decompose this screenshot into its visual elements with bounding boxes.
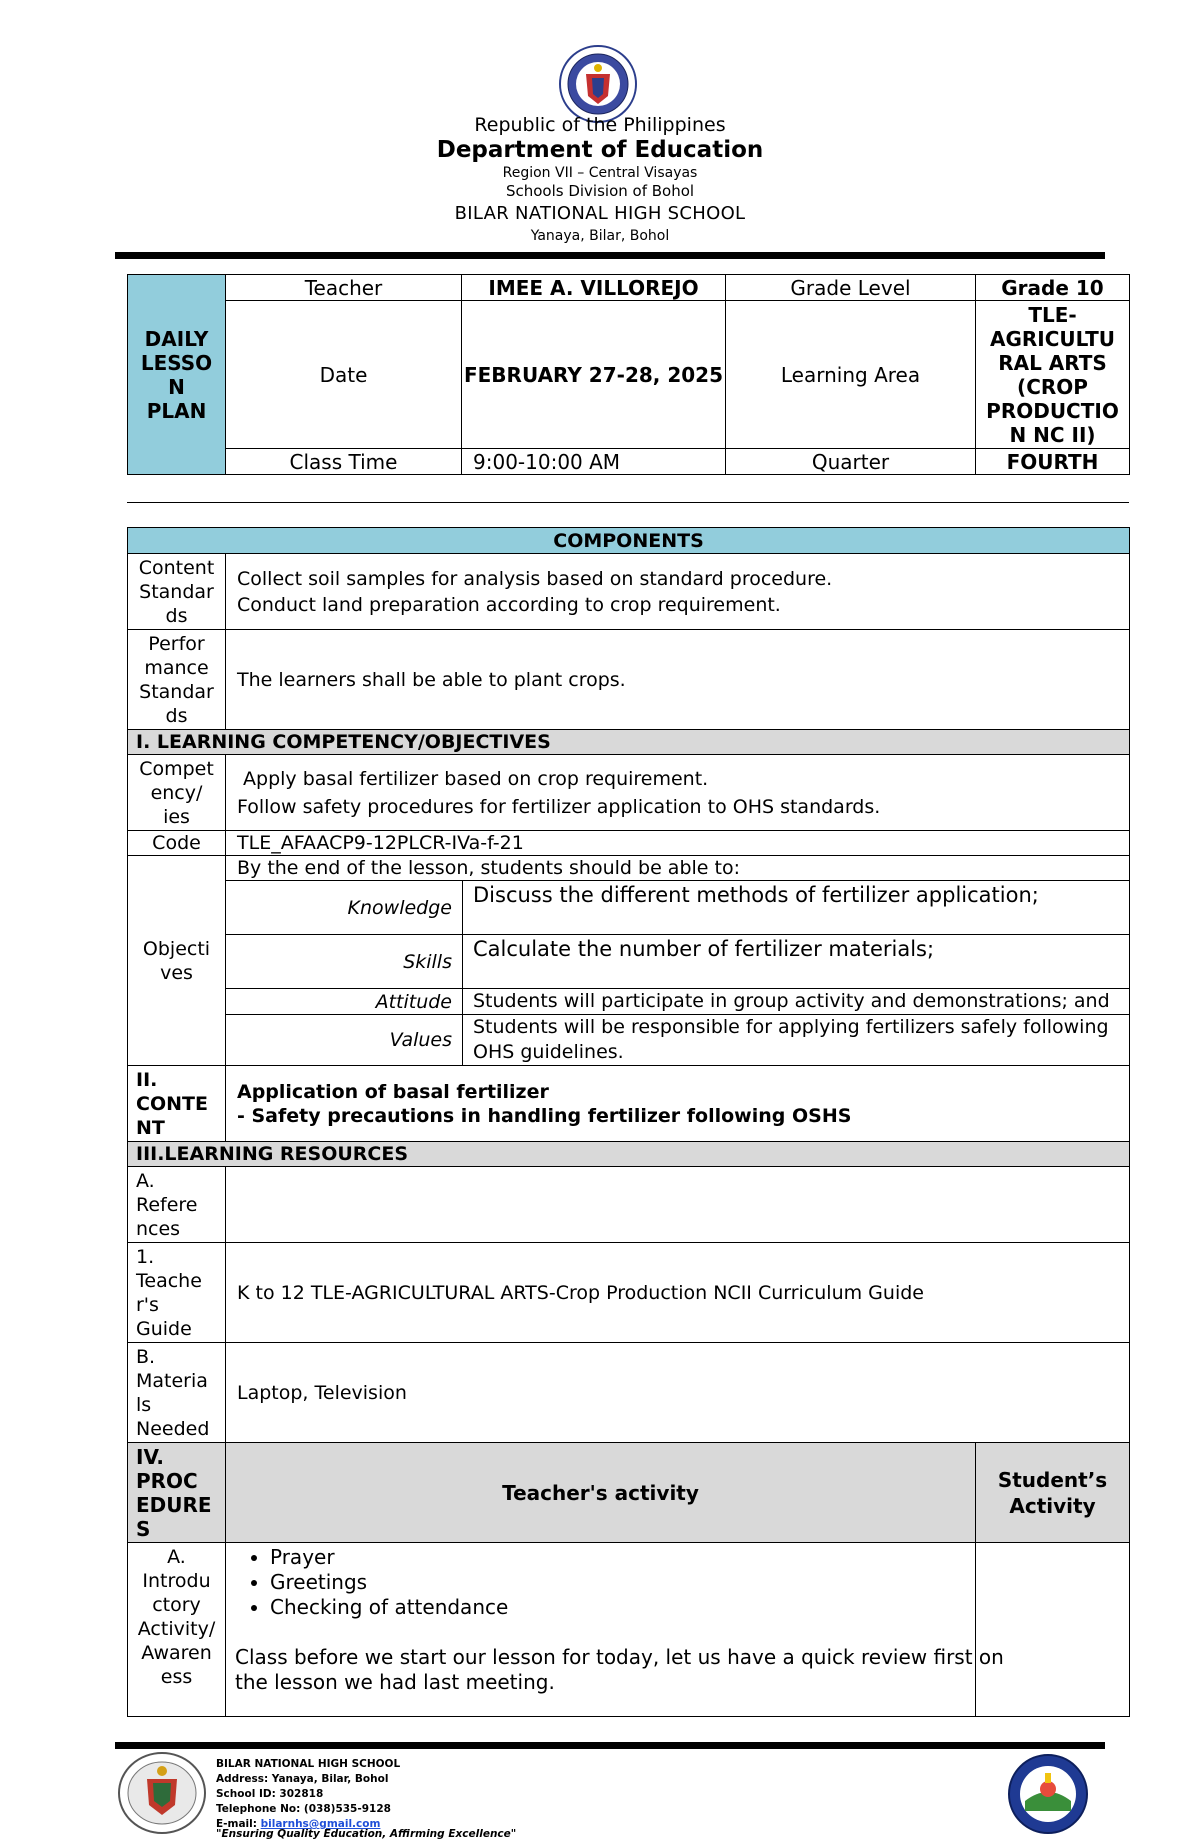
resources-section-heading: III.LEARNING RESOURCES	[128, 1142, 1130, 1167]
deped-seal-logo	[558, 44, 638, 124]
footer-school-name: BILAR NATIONAL HIGH SCHOOL	[216, 1758, 401, 1770]
student-activity-header: Student’s Activity	[976, 1443, 1130, 1543]
learning-area-label: Learning Area	[726, 301, 976, 449]
components-table	[127, 527, 1130, 1717]
competency-section-heading: I. LEARNING COMPETENCY/OBJECTIVES	[128, 730, 1130, 755]
section-divider	[127, 502, 1129, 503]
deped-bohol-logo	[1003, 1753, 1093, 1835]
teacher-value: IMEE A. VILLOREJO	[462, 275, 726, 301]
objectives-intro: By the end of the lesson, students should be able to:	[226, 856, 1130, 881]
grade-level-value: Grade 10	[976, 275, 1130, 301]
date-value: FEBRUARY 27-28, 2025	[462, 301, 726, 449]
content-standards-text: Collect soil samples for analysis based on standard procedure. Conduct land preparation according to crop requirement.	[226, 554, 1130, 630]
teacher-activity-header: Teacher's activity	[226, 1443, 976, 1543]
objective-key-knowledge: Knowledge	[226, 881, 463, 935]
objective-key-attitude: Attitude	[226, 989, 463, 1015]
footer-motto: "Ensuring Quality Education, Affirming Excellence"	[216, 1828, 517, 1840]
objective-value-skills: Calculate the number of fertilizer materials;	[463, 935, 1130, 989]
intro-bullet-list	[235, 1545, 967, 1620]
content-label: II. CONTE NT	[128, 1066, 226, 1142]
introductory-activity-text: • Prayer • Greetings • Checking of attendance Class before we start our lesson for today, let us have a quick review first on the lesson we had last meeting.	[226, 1543, 976, 1717]
republic-heading: Republic of the Philippines	[474, 114, 726, 136]
date-label: Date	[226, 301, 462, 449]
materials-label: B. Materia ls Needed	[128, 1343, 226, 1443]
content-text: Application of basal fertilizer - Safety precautions in handling fertilizer following OSHS	[226, 1066, 1130, 1142]
objective-value-knowledge: Discuss the different methods of fertilizer application;	[463, 881, 1130, 935]
objective-key-skills: Skills	[226, 935, 463, 989]
student-activity-cell	[976, 1543, 1130, 1717]
footer-telephone: Telephone No: (038)535-9128	[216, 1803, 391, 1815]
grade-level-label: Grade Level	[726, 275, 976, 301]
daily-lesson-plan-label: DAILY LESSO N PLAN	[128, 275, 226, 475]
teachers-guide-label: 1. Teache r's Guide	[128, 1243, 226, 1343]
region-heading: Region VII – Central Visayas	[502, 165, 698, 181]
code-label: Code	[128, 831, 226, 856]
footer-divider	[115, 1742, 1105, 1749]
school-seal-logo	[117, 1751, 207, 1835]
competencies-text: Apply basal fertilizer based on crop requirement. Follow safety procedures for fertilizer application to OHS standards.	[226, 755, 1130, 831]
school-heading: BILAR NATIONAL HIGH SCHOOL	[454, 203, 746, 224]
quarter-label: Quarter	[726, 449, 976, 475]
references-label: A. Refere nces	[128, 1167, 226, 1243]
competencies-label: Compet ency/ ies	[128, 755, 226, 831]
objective-key-values: Values	[226, 1015, 463, 1066]
footer-email-line: E-mail: bilarnhs@gmail.com	[216, 1818, 381, 1830]
list-item: • Prayer	[270, 1545, 967, 1570]
school-address: Yanaya, Bilar, Bohol	[530, 228, 670, 244]
footer-email-link[interactable]: bilarnhs@gmail.com	[260, 1818, 381, 1830]
list-item: • Greetings	[270, 1570, 967, 1595]
learning-area-value: TLE- AGRICULTU RAL ARTS (CROP PRODUCTIO N NC II)	[976, 301, 1130, 449]
header-divider	[115, 252, 1105, 259]
teachers-guide-text: K to 12 TLE-AGRICULTURAL ARTS-Crop Production NCII Curriculum Guide	[226, 1243, 1130, 1343]
introductory-activity-label: A. Introdu ctory Activity/ Awaren ess	[128, 1543, 226, 1717]
code-value: TLE_AFAACP9-12PLCR-IVa-f-21	[226, 831, 1130, 856]
components-title: COMPONENTS	[128, 528, 1130, 554]
lesson-info-table	[127, 274, 1130, 475]
materials-text: Laptop, Television	[226, 1343, 1130, 1443]
department-heading: Department of Education	[436, 137, 764, 163]
performance-standards-text: The learners shall be able to plant crops.	[226, 630, 1130, 730]
footer-school-id: School ID: 302818	[216, 1788, 324, 1800]
references-value	[226, 1167, 1130, 1243]
objective-value-values: Students will be responsible for applying fertilizers safely following OHS guidelines.	[463, 1015, 1130, 1066]
objective-value-attitude: Students will participate in group activity and demonstrations; and	[463, 989, 1130, 1015]
procedures-label: IV. PROC EDURE S	[128, 1443, 226, 1543]
footer-address: Address: Yanaya, Bilar, Bohol	[216, 1773, 389, 1785]
content-standards-label: Content Standar ds	[128, 554, 226, 630]
list-item: • Checking of attendance	[270, 1595, 967, 1620]
performance-standards-label: Perfor mance Standar ds	[128, 630, 226, 730]
class-time-value: 9:00-10:00 AM	[462, 449, 726, 475]
division-heading: Schools Division of Bohol	[505, 182, 695, 200]
objectives-label: Objecti ves	[128, 856, 226, 1066]
quarter-value: FOURTH	[976, 449, 1130, 475]
teacher-label: Teacher	[226, 275, 462, 301]
class-time-label: Class Time	[226, 449, 462, 475]
